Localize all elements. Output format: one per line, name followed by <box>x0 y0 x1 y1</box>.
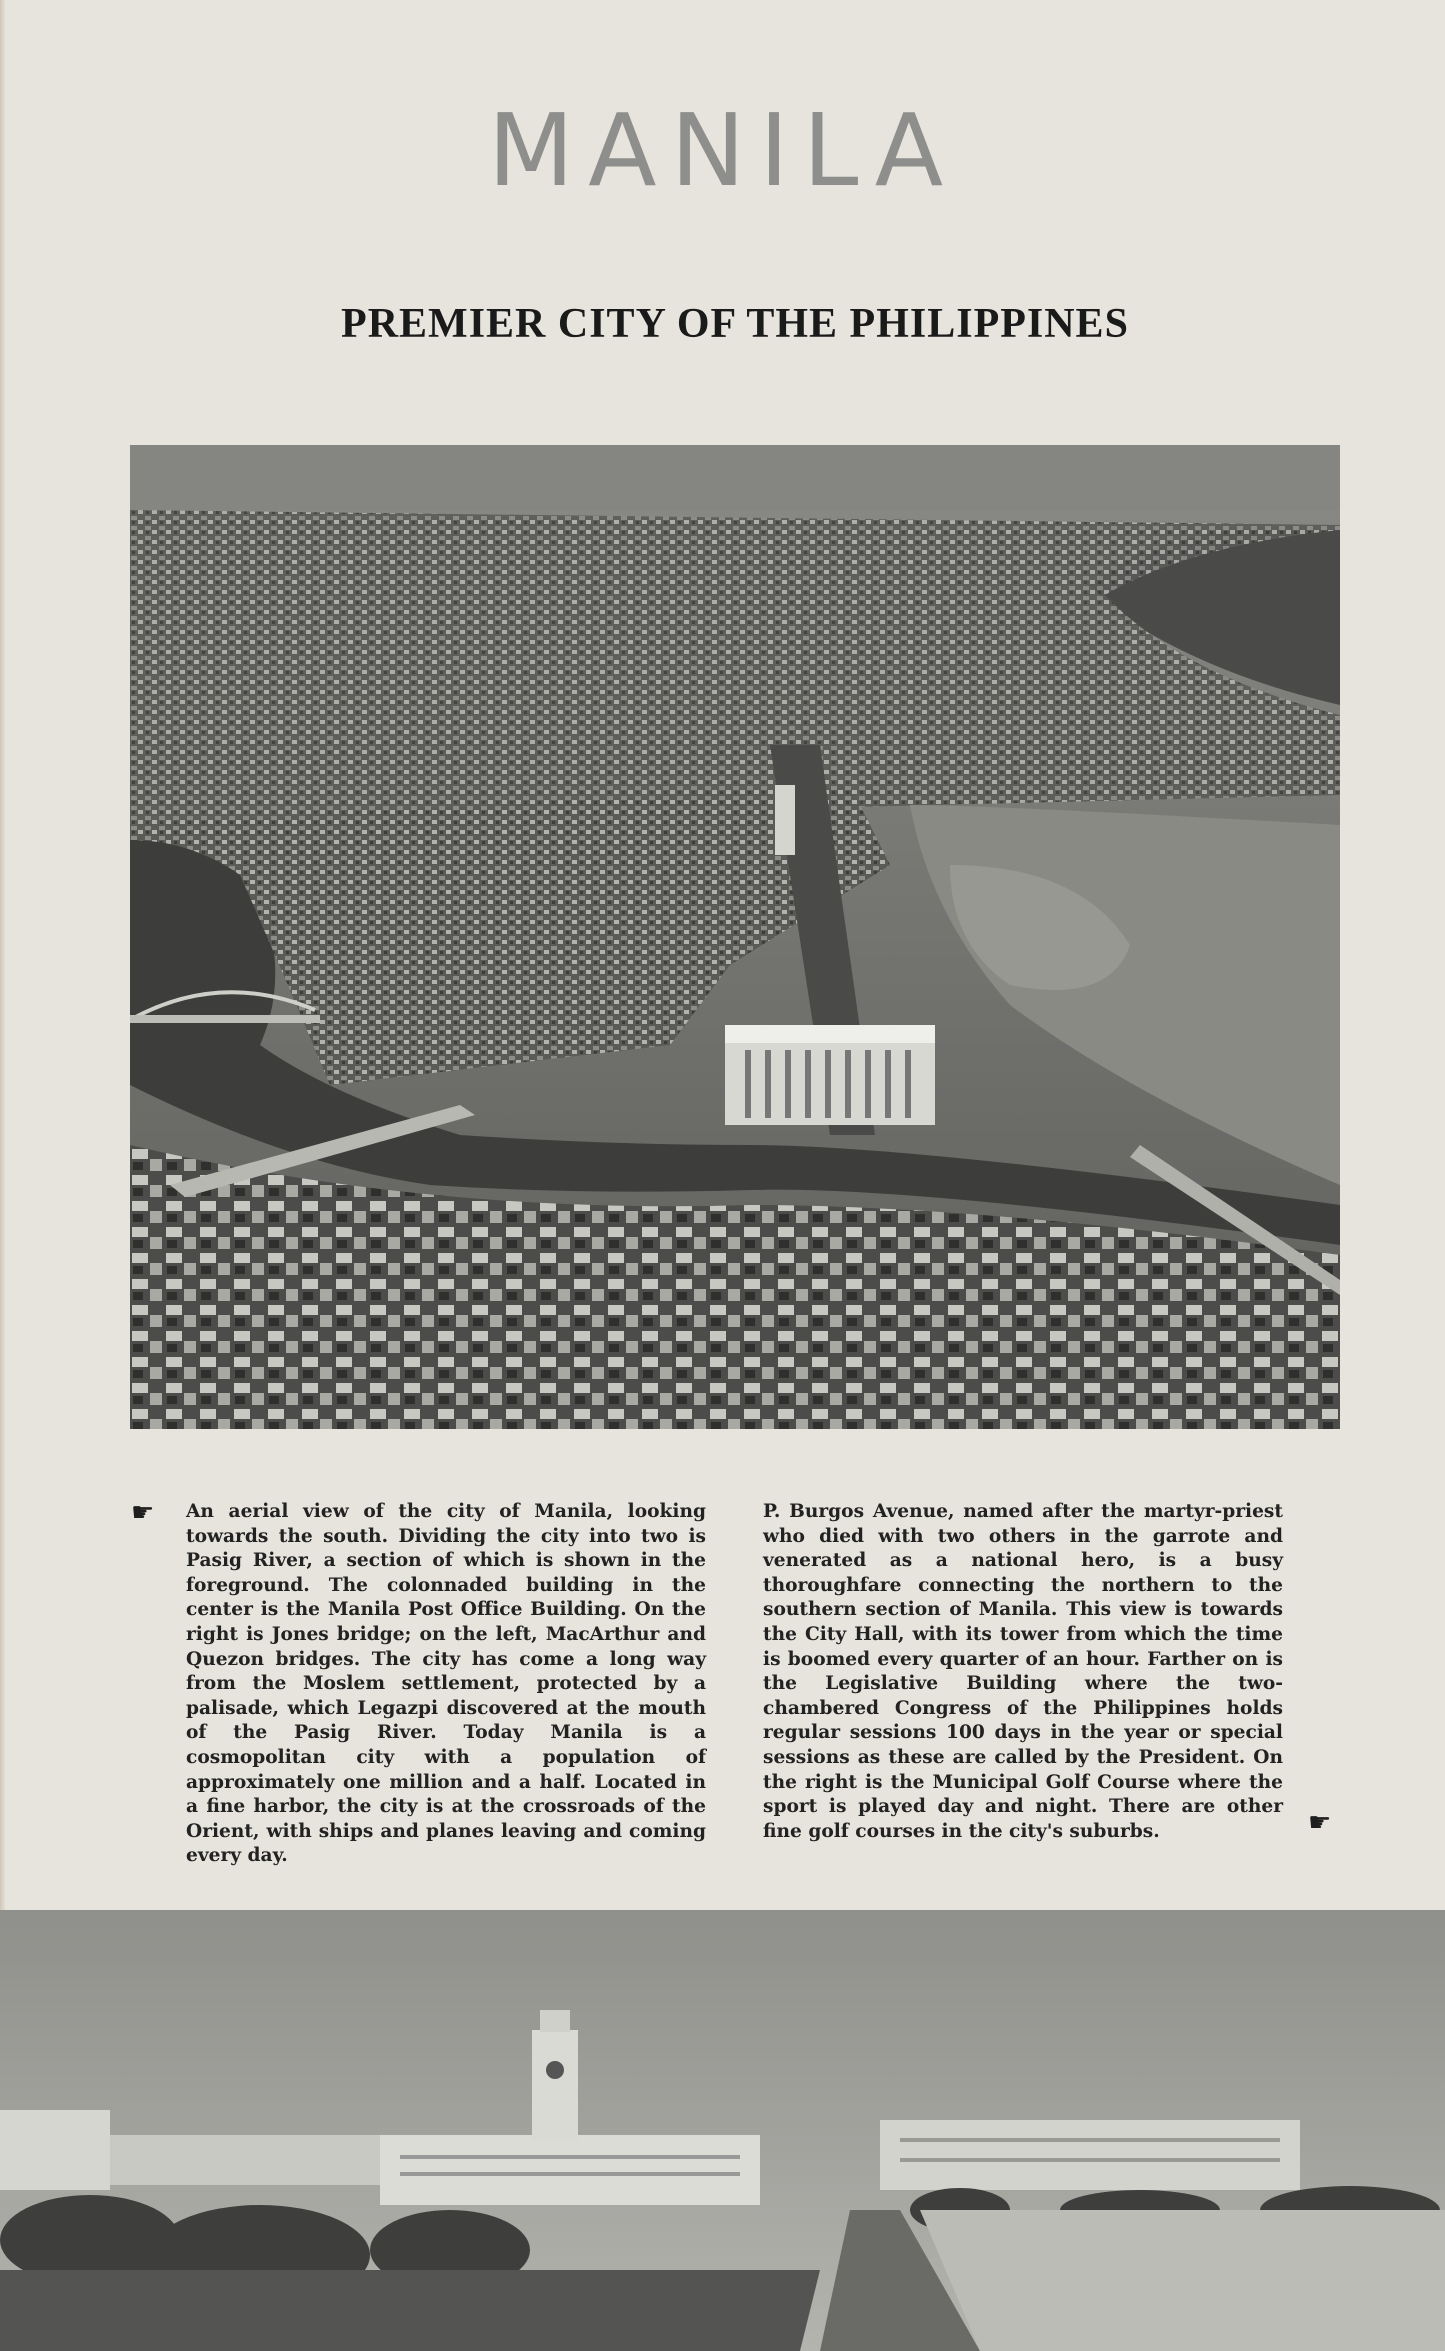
caption-right: P. Burgos Avenue, named after the martyr-priest who died with two others in the garrote and venerated as a national hero, is a busy thoroughfare connecting the northern to the southern section of Manila. This view is towards the City Hall, with its tower from which the time is boomed every quarter of an hour. Farther on is the Legislative Building where the two-chambered Congress of the Philippines holds regular sessions 100 days in the year or special sessions as these are called by the President. On the right is the Municipal Golf Course where the sport is played day and night. There are other fine golf courses in the city's suburbs. <box>763 1501 1283 1842</box>
aerial-city-photo <box>130 445 1340 1429</box>
caption-left: An aerial view of the city of Manila, looking towards the south. Dividing the city into two is Pasig River, a section of which is shown in the foreground. The colonnaded building in the center is the Manila Post Office Building. On the right is Jones bridge; on the left, MacArthur and Quezon bridges. The city has come a long way from the Moslem settlement, protected by a palisade, which Legazpi discovered at the mouth of the Pasig River. Today Manila is a cosmopolitan city with a population of approximately one million and a half. Located in a fine harbor, the city is at the crossroads of the Orient, with ships and planes leaving and coming every day. <box>186 1501 706 1867</box>
page-title: MANILA <box>487 92 958 209</box>
city-hall-panorama-photo <box>0 1910 1445 2351</box>
pointing-hand-icon: ☛ <box>1308 1808 1332 1838</box>
page-subtitle: PREMIER CITY OF THE PHILIPPINES <box>341 301 1129 347</box>
pointing-hand-icon: ☛ <box>131 1498 155 1528</box>
